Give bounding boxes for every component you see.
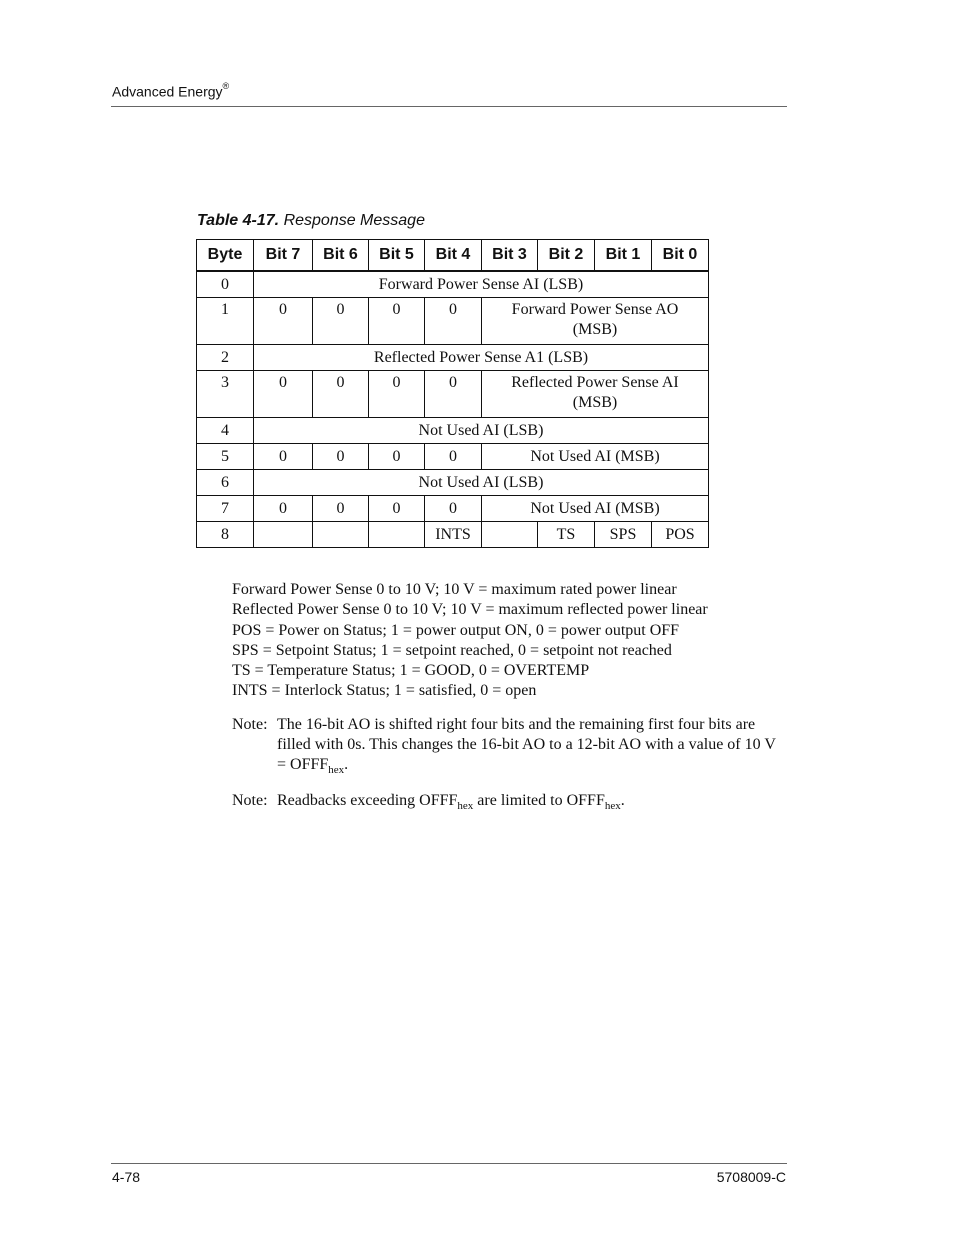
table-row	[197, 444, 709, 470]
bit-cell: 0	[369, 444, 425, 470]
bit-cell: 0	[313, 496, 369, 522]
legend-line: SPS = Setpoint Status; 1 = setpoint reached, 0 = setpoint not reached	[232, 641, 672, 659]
bit-cell: 0	[425, 444, 482, 470]
field-cell: Reflected Power Sense A1 (LSB)	[254, 345, 709, 371]
table-row	[197, 298, 709, 345]
col-header-bit6: Bit 6	[313, 240, 369, 272]
field-cell: Not Used AI (LSB)	[254, 470, 709, 496]
field-cell: Forward Power Sense AO (MSB)	[482, 298, 709, 345]
bit-cell: INTS	[425, 522, 482, 548]
document-number: 5708009-C	[716, 1169, 786, 1185]
note-body: Readbacks exceeding OFFF	[277, 792, 458, 809]
col-header-bit3: Bit 3	[482, 240, 538, 272]
note-readbacks	[232, 791, 787, 816]
bit-cell: SPS	[595, 522, 652, 548]
bit-cell: 0	[369, 298, 425, 345]
note-ao-shift	[232, 715, 787, 780]
legend-line: INTS = Interlock Status; 1 = satisfied, 0 = open	[232, 682, 537, 700]
bit-cell: 0	[254, 298, 313, 345]
table-row	[197, 470, 709, 496]
bit-cell	[369, 522, 425, 548]
table-row	[197, 345, 709, 371]
col-header-bit7: Bit 7	[254, 240, 313, 272]
col-header-bit2: Bit 2	[538, 240, 595, 272]
response-message-table	[196, 239, 709, 548]
bit-cell	[482, 522, 538, 548]
legend-line: Forward Power Sense 0 to 10 V; 10 V = maximum rated power linear	[232, 581, 677, 598]
note-text	[277, 715, 787, 780]
byte-cell: 3	[197, 371, 254, 418]
table-row	[197, 418, 709, 444]
caption-label: Table 4-17.	[197, 212, 280, 229]
caption-title: Response Message	[283, 212, 425, 229]
byte-cell: 1	[197, 298, 254, 345]
legend-line: TS = Temperature Status; 1 = GOOD, 0 = OVERTEMP	[232, 662, 590, 680]
note-label: Note:	[232, 792, 268, 809]
col-header-bit4: Bit 4	[425, 240, 482, 272]
table-caption	[197, 212, 425, 230]
registered-mark: ®	[222, 81, 230, 91]
running-header	[112, 83, 229, 100]
bit-cell: 0	[369, 496, 425, 522]
byte-cell: 0	[197, 271, 254, 298]
footer-rule	[111, 1163, 787, 1164]
note-body: The 16-bit AO is shifted right four bits and the remaining first four bits are filled with 0s. This changes the 16-bit AO to a 12-bit AO with a value of 10 V = OFFF	[277, 716, 776, 773]
note-subscript: hex	[457, 800, 474, 813]
bit-cell	[254, 522, 313, 548]
note-period: .	[344, 756, 349, 773]
byte-cell: 2	[197, 345, 254, 371]
bit-cell: 0	[425, 298, 482, 345]
bit-cell: 0	[425, 371, 482, 418]
field-cell: Not Used AI (LSB)	[254, 418, 709, 444]
bit-cell: 0	[254, 444, 313, 470]
note-body: are limited to OFFF	[473, 792, 605, 809]
byte-cell: 8	[197, 522, 254, 548]
bit-cell: 0	[254, 496, 313, 522]
note-subscript: hex	[328, 764, 345, 777]
bit-cell: 0	[313, 298, 369, 345]
legend-line: Reflected Power Sense 0 to 10 V; 10 V = maximum reflected power linear	[232, 601, 708, 619]
page-number: 4-78	[112, 1169, 141, 1185]
bit-cell: TS	[538, 522, 595, 548]
bit-cell: POS	[652, 522, 709, 548]
table-row	[197, 496, 709, 522]
table-row	[197, 271, 709, 298]
bit-cell: 0	[425, 496, 482, 522]
bit-cell: 0	[313, 444, 369, 470]
field-cell: Reflected Power Sense AI (MSB)	[482, 371, 709, 418]
header-brand: Advanced Energy	[112, 83, 223, 100]
byte-cell: 5	[197, 444, 254, 470]
table-row	[197, 371, 709, 418]
byte-cell: 6	[197, 470, 254, 496]
note-period: .	[620, 792, 625, 809]
col-header-bit1: Bit 1	[595, 240, 652, 272]
col-header-byte: Byte	[197, 240, 254, 272]
table-row	[197, 522, 709, 548]
bit-cell: 0	[254, 371, 313, 418]
note-subscript: hex	[604, 800, 621, 813]
table-header-row	[197, 240, 709, 272]
col-header-bit5: Bit 5	[369, 240, 425, 272]
col-header-bit0: Bit 0	[652, 240, 709, 272]
legend-line: POS = Power on Status; 1 = power output ON, 0 = power output OFF	[232, 621, 680, 639]
bit-cell	[313, 522, 369, 548]
field-cell: Forward Power Sense AI (LSB)	[254, 271, 709, 298]
byte-cell: 4	[197, 418, 254, 444]
field-cell: Not Used AI (MSB)	[482, 496, 709, 522]
legend-block	[232, 580, 708, 702]
note-text	[277, 791, 787, 816]
field-cell: Not Used AI (MSB)	[482, 444, 709, 470]
bit-cell: 0	[313, 371, 369, 418]
bit-cell: 0	[369, 371, 425, 418]
byte-cell: 7	[197, 496, 254, 522]
header-rule	[111, 106, 787, 107]
note-label: Note:	[232, 716, 268, 733]
